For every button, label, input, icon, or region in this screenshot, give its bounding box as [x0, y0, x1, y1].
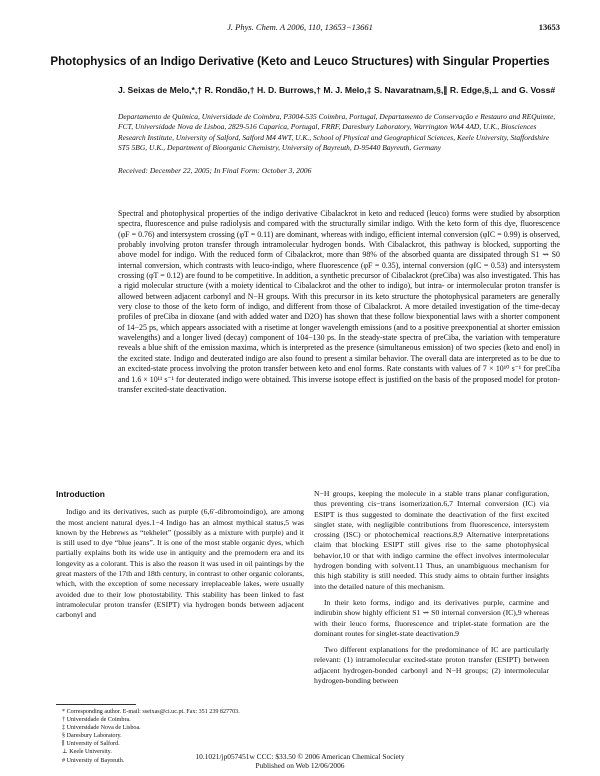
footnote: ‡ Universidade Nova de Lisboa.: [62, 725, 141, 732]
footnote: § Daresbury Laboratory.: [62, 733, 122, 740]
author-list: J. Seixas de Melo,*,† R. Rondão,† H. D. Burrows,† M. J. Melo,‡ S. Navaratnam,§,∥ R. Edge,§,⊥ and G. Voss#: [118, 85, 556, 95]
footnote: ∥ University of Salford.: [62, 741, 120, 748]
paper-title: Photophysics of an Indigo Derivative (Keto and Leuco Structures) with Singular Properties: [50, 55, 550, 68]
footnote: # University of Bayreuth.: [62, 757, 125, 764]
page-footer: [40, 752, 560, 770]
paragraph: Two different explanations for the predominance of IC are particularly relevant: (1) intramolecular excited-state proton transfer (ESIPT) between adjacent hydrogen-bonded carbonyl and N−H groups; (2) intermolecular hydrogen-bonding between: [314, 645, 549, 686]
footnote: † Universidade de Coimbra.: [62, 717, 131, 724]
running-header: [40, 22, 560, 36]
journal-citation: J. Phys. Chem. A 2006, 110, 13653−13661: [227, 22, 373, 32]
paragraph: N−H groups, keeping the molecule in a stable trans planar configuration, thus preventing cis−trans isomerization.6,7 Internal conversion (IC) via ESIPT is thus suggested to dominate the deactivation of the first excited singlet state, with negligible contributions from fluorescence, intersystem crossing (ISC) or photochemical reactions.8,9 Alternative interpretations claim that blocking ESIPT still gives rise to the same photophysical behavior,10 or that with indigo carmine the effect involves intermolecular hydrogen bonding with solvent.11 Thus, an unambiguous mechanism for this high stability is still needed. This study aims to obtain further insights into the detailed nature of this mechanism.: [314, 489, 549, 591]
footnote: ⊥ Keele University.: [62, 749, 112, 756]
page-number: 13653: [538, 22, 560, 32]
abstract: Spectral and photophysical properties of the indigo derivative Cibalackrot in keto and reduced (leuco) forms were studied by absorption spectra, fluorescence and pulse radiolysis and compared with the structurally similar indigo. With the keto form of this dye, fluorescence (φF = 0.76) and intersystem crossing (φT = 0.11) are dominant, whereas with indigo, efficient internal conversion (φIC = 0.99) is observed, probably involving proton transfer through intramolecular hydrogen bonds. With Cibalackrot, this pathway is blocked, supporting the above model for indigo. With the reduced form of Cibalackrot, more than 98% of the absorbed quanta are dissipated through S1 ⇝ S0 internal conversion, which contrasts with leuco-indigo, where fluorescence (φF = 0.35), internal conversion (φIC = 0.53) and intersystem crossing (φT = 0.12) are found to be competitive. In addition, a synthetic precursor of Cibalackrot (preCiba) was also investigated. This has a rigid molecular structure (with a moiety identical to Cibalackrot and the other to indigo), but intra- or intermolecular proton transfer is allowed between adjacent carbonyl and N−H groups. With this precursor in its keto structure the photophysical parameters are generally very close to those of the keto form of indigo, and different from those of Cibalackrot. A more detailed investigation of the time-decay profiles of preCiba in dioxane (and with added water and D2O) has shown that these follow biexponential laws with a shorter component of 14−25 ps, which appears associated with a risetime at longer wavelength emissions (and to a positive preexponential at shorter emission wavelengths) and a longer lived (decay) component of 104−130 ps. In the steady-state spectra of preCiba, the variation with temperature reveals a blue shift of the emission maxima, which is interpreted as the presence (simultaneous emission) of two species (keto and enol) in the excited state. Indigo and deuterated indigo are also found to present a similar behavior. The overall data are interpreted as to be due to an excited-state process involving the proton transfer between keto and enol forms. Rate constants with values of 7 × 10¹⁰ s⁻¹ for preCiba and 1.6 × 10¹¹ s⁻¹ for deuterated indigo were obtained. This inverse isotope effect is justified on the basis of the proposed model for proton-transfer excited-state deactivation.: [118, 209, 560, 394]
right-column: [314, 489, 549, 686]
affiliations: Departamento de Química, Universidade de Coimbra, P3004-535 Coimbra, Portugal, Departamento de Conservação e Restauro and REQuimte, FCT, Universidade Nova de Lisboa, 2829-516 Caparica, Portugal, FRRF, Daresbury Laboratory, Warrington WA4 4AD, U.K., Biosciences Research Institute, University of Salford, Salford M4 4WT, U.K., School of Physical and Geographical Sciences, Keele University, Staffordshire ST5 5BG, U.K., Department of Bioorganic Chemistry, University of Bayreuth, D-95440 Bayreuth, Germany: [118, 112, 556, 152]
footnote-divider: [56, 704, 136, 705]
footnote: * Corresponding author. E-mail: sseixas@ci.uc.pt. Fax: 351 239 827703.: [62, 709, 240, 715]
section-heading: Introduction: [56, 489, 105, 499]
received-dates: Received: December 22, 2005; In Final Form: October 3, 2006: [118, 166, 312, 175]
paragraph: Indigo and its derivatives, such as purple (6,6′-dibromoindigo), are among the most ancient natural dyes.1−4 Indigo has an almost mythical status,5 was known by the Hebrews as “tekhelet” (possibly as a mixture with purple) and it is still used to dye “blue jeans”. It is one of the most stable organic dyes, which partially explains both its wide use in antiquity and the premodern era and its longevity as a colorant. This is also the reason it was used in oil paintings by the great masters of the 17th and 18th century, in contrast to other organic colorants, which, with the exception of some necessary irreplaceable lakes, were usually avoided due to their low photostability. This stability has been linked to fast intramolecular proton transfer (ESIPT) via hydrogen bonds between adjacent carbonyl and: [56, 507, 304, 620]
left-column: [56, 489, 304, 621]
paragraph: In their keto forms, indigo and its derivatives purple, carmine and indirubin show highly efficient S1 ⇝ S0 internal conversion (IC),9 whereas with their leuco forms, fluorescence and triplet-state formation are the dominant routes for singlet-state deactivation.9: [314, 597, 549, 638]
doi-line: 10.1021/jp057451w CCC: $33.50 © 2006 American Chemical Society: [195, 752, 405, 761]
publication-date: Published on Web 12/06/2006: [255, 761, 345, 771]
